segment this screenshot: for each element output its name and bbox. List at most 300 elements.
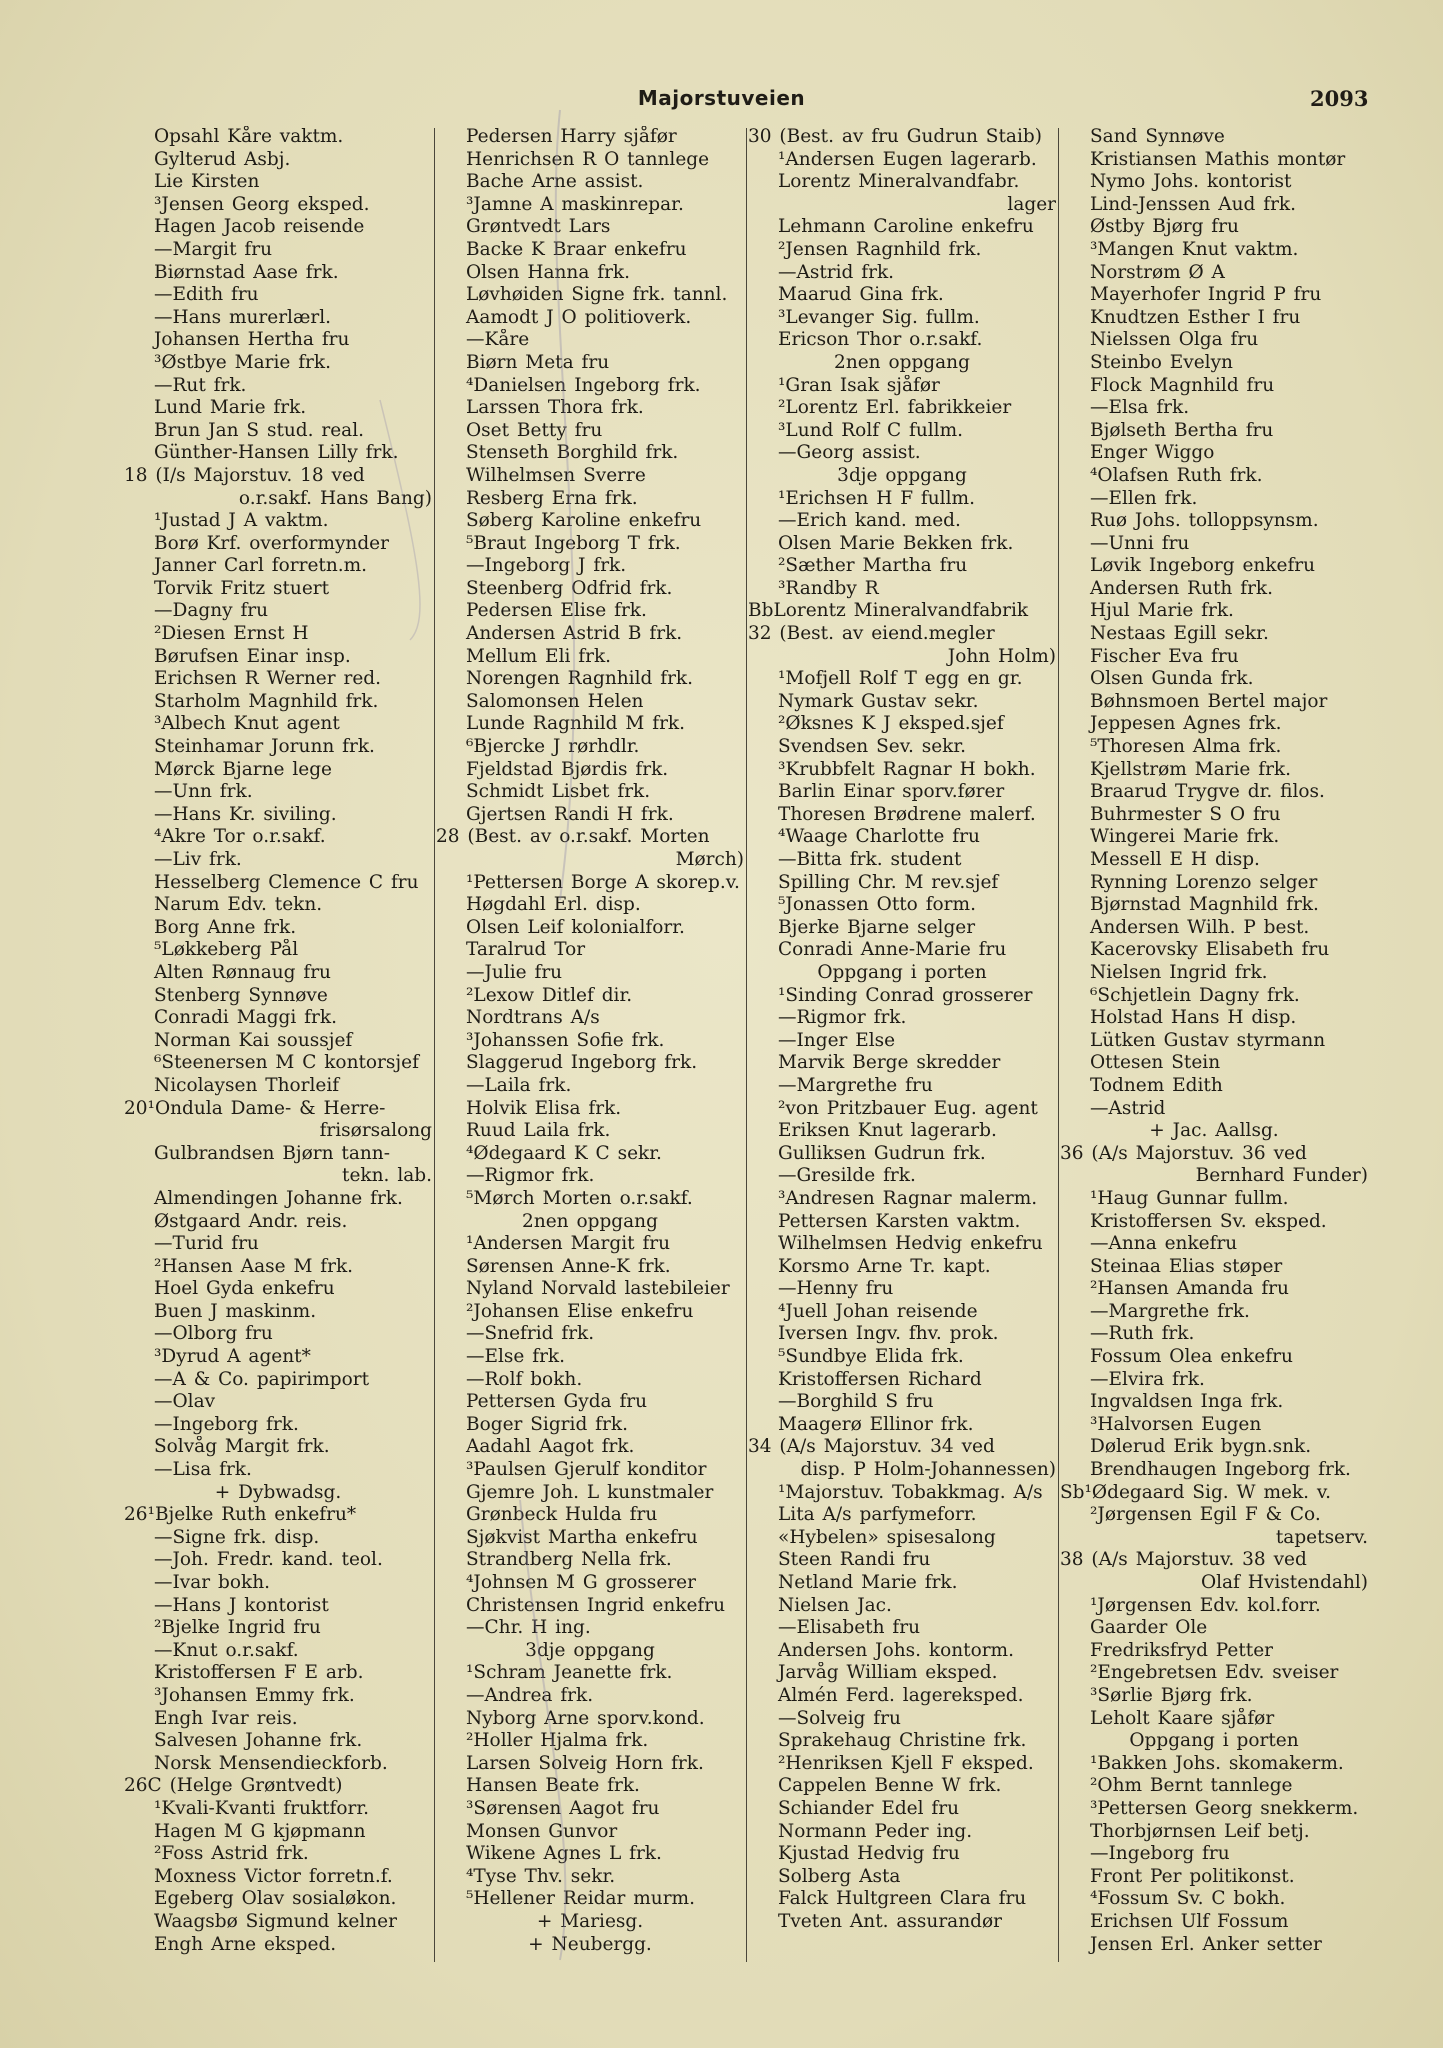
resident-entry: —Liv frk. [154, 849, 242, 870]
resident-entry: ⁵Sundbye Elida frk. [778, 1346, 964, 1368]
resident-entry: Wilhelmsen Sverre [466, 464, 646, 486]
resident-entry: Bjerke Bjarne selger [778, 916, 976, 938]
resident-entry: —Hans Kr. siviling. [154, 803, 337, 825]
resident-entry: Nielsen Jac. [778, 1594, 892, 1616]
resident-entry: Nielssen Olga fru [1090, 329, 1259, 351]
resident-entry: Biørnstad Aase frk. [154, 261, 339, 283]
cross-street: + Dybwadsg. [214, 1481, 342, 1503]
resident-entry: ⁵Jonassen Otto form. [778, 894, 976, 916]
resident-entry: Ottesen Stein [1090, 1052, 1221, 1074]
resident-entry: Bøhnsmoen Bertel major [1090, 690, 1328, 712]
resident-entry: Backe K Braar enkefru [466, 238, 687, 260]
resident-entry: Steenberg Odfrid frk. [466, 577, 673, 599]
resident-entry: ⁴Akre Tor o.r.sakf. [154, 826, 326, 848]
resident-entry: Wikene Agnes L frk. [466, 1843, 662, 1865]
resident-entry: Nordtrans A/s [466, 1007, 600, 1029]
resident-entry: —Dagny fru [154, 600, 269, 622]
cross-street: + Mariesg. [536, 1910, 644, 1932]
resident-entry: Engh Ivar reis. [154, 1707, 298, 1729]
resident-entry: Almén Ferd. lagereksped. [778, 1684, 1024, 1706]
resident-entry: ³Mangen Knut vaktm. [1090, 238, 1299, 260]
resident-entry: ²Engebretsen Edv. sveiser [1090, 1662, 1339, 1684]
resident-entry: ³Lund Rolf C fullm. [778, 419, 964, 441]
resident-entry: Alten Rønnaug fru [154, 961, 331, 983]
resident-entry: ²Hansen Aase M frk. [154, 1255, 354, 1277]
resident-entry: —Ingeborg fru [1090, 1843, 1230, 1865]
resident-entry: ²Henriksen Kjell F eksped. [778, 1752, 1034, 1774]
resident-entry: Ruø Johs. tolloppsynsm. [1090, 510, 1319, 532]
stairway-heading: 3dje oppgang [837, 464, 967, 486]
resident-entry: —Unni fru [1090, 532, 1190, 554]
resident-entry: Waagsbø Sigmund kelner [154, 1910, 397, 1932]
resident-entry: ³Sørlie Bjørg frk. [1090, 1684, 1253, 1706]
resident-entry: ⁴Olafsen Ruth frk. [1090, 464, 1263, 486]
resident-entry: Sand Synnøve [1090, 126, 1225, 147]
resident-entry: Lind-Jenssen Aud frk. [1090, 193, 1297, 215]
column-1 [124, 126, 432, 1966]
resident-entry: Enger Wiggo [1090, 442, 1215, 464]
resident-entry: ²von Pritzbauer Eug. agent [778, 1097, 1038, 1119]
resident-entry: Stenseth Borghild frk. [466, 442, 679, 464]
resident-entry: Kristoffersen F E arb. [154, 1662, 364, 1684]
resident-entry: —Ruth frk. [1090, 1323, 1195, 1345]
resident-entry: Lie Kirsten [154, 171, 260, 193]
house-number-entry: 26¹Bjelke Ruth enkefru* [124, 1504, 357, 1526]
resident-entry: —Ingeborg frk. [154, 1413, 299, 1435]
resident-entry: Løvik Ingeborg enkefru [1090, 555, 1316, 577]
house-number-entry: 36 (A/s Majorstuv. 36 ved [1060, 1142, 1307, 1164]
resident-entry: Braarud Trygve dr. filos. [1090, 781, 1325, 803]
stairway-heading: Oppgang i porten [817, 961, 987, 983]
resident-entry: ²Øksnes K J eksped.sjef [778, 713, 1004, 735]
resident-entry: Lunde Ragnhild M frk. [466, 713, 686, 735]
resident-entry: Andersen Astrid B frk. [466, 623, 683, 645]
resident-entry: Gjertsen Randi H frk. [466, 803, 674, 825]
resident-entry: ²Jensen Ragnhild frk. [778, 238, 982, 260]
resident-entry: Larsen Solveig Horn frk. [466, 1752, 704, 1774]
resident-entry: «Hybelen» spisesalong [778, 1526, 996, 1548]
resident-entry: ²Lexow Ditlef dir. [466, 984, 633, 1006]
resident-entry: Christensen Ingrid enkefru [466, 1594, 726, 1616]
resident-entry: Aadahl Aagot frk. [466, 1436, 635, 1458]
resident-entry: ³Jamne A maskinrepar. [466, 193, 684, 215]
house-number-entry: BbLorentz Mineralvandfabrik [748, 600, 1029, 622]
resident-entry: Conradi Anne-Marie fru [778, 939, 1007, 961]
resident-entry: —Elsa frk. [1090, 397, 1190, 419]
resident-entry: Maarud Gina frk. [778, 284, 944, 306]
resident-entry: —Ingeborg J frk. [466, 555, 627, 577]
entry-continuation: lager [1007, 193, 1056, 215]
resident-entry: Janner Carl forretn.m. [154, 555, 368, 577]
resident-entry: ¹Haug Gunnar fullm. [1090, 1187, 1289, 1209]
resident-entry: —Bitta frk. student [778, 849, 962, 870]
house-number-entry: 28 (Best. av o.r.sakf. Morten [436, 826, 710, 848]
resident-entry: —Elvira frk. [1090, 1368, 1205, 1390]
resident-entry: ²Hansen Amanda fru [1090, 1278, 1289, 1300]
entry-continuation: frisørsalong [319, 1120, 432, 1142]
resident-entry: Andersen Ruth frk. [1090, 577, 1274, 599]
resident-entry: Sjøkvist Martha enkefru [466, 1526, 698, 1548]
resident-entry: Bache Arne assist. [466, 171, 644, 193]
resident-entry: ³Sørensen Aagot fru [466, 1797, 660, 1819]
resident-entry: Solvåg Margit frk. [154, 1436, 330, 1458]
resident-entry: —A & Co. papirimport [154, 1368, 370, 1390]
resident-entry: ³Pettersen Georg snekkerm. [1090, 1797, 1359, 1819]
resident-entry: Fredriksfryd Petter [1090, 1639, 1274, 1661]
resident-entry: —Margit fru [154, 238, 272, 260]
resident-entry: Kacerovsky Elisabeth fru [1090, 939, 1330, 961]
resident-entry: Johansen Hertha fru [154, 329, 350, 351]
resident-entry: Tveten Ant. assurandør [778, 1910, 1002, 1932]
resident-entry: Conradi Maggi frk. [154, 1007, 337, 1029]
resident-entry: Nicolaysen Thorleif [154, 1074, 340, 1096]
resident-entry: Lütken Gustav styrmann [1090, 1029, 1326, 1051]
resident-entry: Todnem Edith [1090, 1074, 1223, 1096]
house-number-entry: 32 (Best. av eiend.megler [748, 623, 995, 645]
resident-entry: Stenberg Synnøve [154, 984, 328, 1006]
resident-entry: Egeberg Olav sosialøkon. [154, 1888, 397, 1910]
resident-entry: Lehmann Caroline enkefru [778, 216, 1034, 238]
resident-entry: Opsahl Kåre vaktm. [154, 126, 344, 147]
resident-entry: Brun Jan S stud. real. [154, 419, 365, 441]
resident-entry: —Snefrid frk. [466, 1323, 595, 1345]
resident-entry: ³Dyrud A agent* [154, 1346, 311, 1368]
resident-entry: Moxness Victor forretn.f. [154, 1865, 393, 1887]
resident-entry: Barlin Einar sporv.fører [778, 781, 1005, 803]
resident-entry: —Astrid frk. [778, 261, 895, 283]
resident-entry: Iversen Ingv. fhv. prok. [778, 1323, 999, 1345]
resident-entry: ⁴Fossum Sv. C bokh. [1090, 1888, 1286, 1910]
resident-entry: Cappelen Benne W frk. [778, 1775, 1002, 1797]
resident-entry: —Laila frk. [466, 1074, 572, 1096]
resident-entry: Messell E H disp. [1090, 849, 1260, 870]
resident-entry: ⁵Hellener Reidar murm. [466, 1888, 695, 1910]
resident-entry: —Olav [154, 1391, 216, 1413]
resident-entry: —Olborg fru [154, 1323, 273, 1345]
resident-entry: ⁶Steenersen M C kontorsjef [154, 1052, 419, 1074]
resident-entry: —Gresilde frk. [778, 1165, 916, 1187]
resident-entry: ³Halvorsen Eugen [1090, 1413, 1262, 1435]
resident-entry: Norman Kai soussjef [154, 1029, 353, 1051]
resident-entry: Starholm Magnhild frk. [154, 690, 379, 712]
resident-entry: ³Krubbfelt Ragnar H bokh. [778, 758, 1036, 780]
resident-entry: Olsen Gunda frk. [1090, 668, 1254, 690]
resident-entry: ¹Justad J A vaktm. [154, 510, 329, 532]
resident-entry: Ericson Thor o.r.sakf. [778, 329, 983, 351]
resident-entry: Bjørnstad Magnhild frk. [1090, 894, 1319, 916]
resident-entry: Norstrøm Ø A [1090, 261, 1225, 283]
resident-entry: —Joh. Fredr. kand. teol. [154, 1549, 383, 1571]
resident-entry: —Ellen frk. [1090, 487, 1198, 509]
resident-entry: Hoel Gyda enkefru [154, 1278, 335, 1300]
resident-entry: Steinbo Evelyn [1090, 351, 1233, 373]
resident-entry: ²Holler Hjalma frk. [466, 1730, 649, 1752]
resident-entry: —Margrethe fru [778, 1074, 933, 1096]
resident-entry: ¹Sinding Conrad grosserer [778, 984, 1033, 1006]
cross-street: + Jac. Aallsg. [1149, 1120, 1279, 1142]
resident-entry: Holvik Elisa frk. [466, 1097, 622, 1119]
resident-entry: Nielsen Ingrid frk. [1090, 961, 1268, 983]
resident-entry: Mellum Eli frk. [466, 645, 612, 667]
resident-entry: Erichsen Ulf Fossum [1090, 1910, 1289, 1932]
resident-entry: ³Paulsen Gjerulf konditor [466, 1459, 707, 1481]
resident-entry: ⁴Danielsen Ingeborg frk. [466, 374, 701, 396]
resident-entry: ²Johansen Elise enkefru [466, 1300, 694, 1322]
resident-entry: —Ivar bokh. [154, 1572, 270, 1593]
resident-entry: ³Johansen Emmy frk. [154, 1684, 355, 1706]
resident-entry: Sørensen Anne-K frk. [466, 1255, 671, 1277]
column-4 [1060, 126, 1368, 1966]
resident-entry: ⁴Tyse Thv. sekr. [466, 1865, 616, 1887]
resident-entry: —Else frk. [466, 1346, 566, 1368]
resident-entry: Grøntvedt Lars [466, 216, 611, 238]
resident-entry: Pettersen Gyda fru [466, 1391, 648, 1413]
resident-entry: Gjemre Joh. L kunstmaler [466, 1481, 714, 1503]
resident-entry: ²Ohm Bernt tannlege [1090, 1775, 1293, 1797]
resident-entry: Salvesen Johanne frk. [154, 1730, 363, 1752]
resident-entry: Mayerhofer Ingrid P fru [1090, 284, 1322, 306]
house-number-entry: 30 (Best. av fru Gudrun Staib) [748, 126, 1042, 147]
resident-entry: ¹Bakken Johs. skomakerm. [1090, 1752, 1344, 1774]
resident-entry: Bjølseth Bertha fru [1090, 419, 1274, 441]
house-number-entry: 18 (I/s Majorstuv. 18 ved [124, 464, 365, 486]
resident-entry: Taralrud Tor [466, 939, 586, 961]
resident-entry: Nyland Norvald lastebileier [466, 1278, 730, 1300]
resident-entry: Günther-Hansen Lilly frk. [154, 442, 399, 464]
resident-entry: Hansen Beate frk. [466, 1775, 640, 1797]
resident-entry: Fischer Eva fru [1090, 645, 1239, 667]
resident-entry: —Anna enkefru [1090, 1233, 1238, 1255]
resident-entry: Pedersen Harry sjåfør [466, 126, 677, 147]
resident-entry: Buhrmester S O fru [1090, 803, 1281, 825]
resident-entry: Eriksen Knut lagerarb. [778, 1120, 997, 1142]
resident-entry: ⁴Juell Johan reisende [778, 1300, 978, 1322]
resident-entry: ¹Schram Jeanette frk. [466, 1662, 673, 1684]
resident-entry: ²Foss Astrid frk. [154, 1843, 309, 1865]
resident-entry: Front Per politikonst. [1090, 1865, 1295, 1887]
resident-entry: Solberg Asta [778, 1865, 901, 1887]
resident-entry: —Chr. H ing. [466, 1617, 591, 1639]
resident-entry: Engh Arne eksped. [154, 1933, 337, 1955]
entry-continuation: Mørch) [675, 849, 744, 870]
resident-entry: Flock Magnhild fru [1090, 374, 1275, 396]
resident-entry: ⁶Bjercke J rørhdlr. [466, 736, 640, 758]
resident-entry: ¹Kvali-Kvanti fruktforr. [154, 1797, 370, 1819]
resident-entry: Steen Randi fru [778, 1549, 931, 1571]
resident-entry: Boger Sigrid frk. [466, 1413, 628, 1435]
resident-entry: Gulbrandsen Bjørn tann- [154, 1142, 390, 1164]
resident-entry: Norsk Mensendieckforb. [154, 1752, 388, 1774]
resident-entry: —Inger Else [778, 1029, 896, 1051]
resident-entry: —Rigmor frk. [466, 1165, 595, 1187]
resident-entry: Lund Marie frk. [154, 397, 307, 419]
cross-street: + Neubergg. [528, 1933, 652, 1955]
resident-entry: Wingerei Marie frk. [1090, 826, 1280, 848]
resident-entry: Jeppesen Agnes frk. [1090, 713, 1282, 735]
resident-entry: Slaggerud Ingeborg frk. [466, 1052, 698, 1074]
resident-entry: Falck Hultgreen Clara fru [778, 1888, 1027, 1910]
resident-entry: Thoresen Brødrene malerf. [778, 803, 1036, 825]
resident-entry: Leholt Kaare sjåfør [1090, 1707, 1275, 1729]
resident-entry: —Knut o.r.sakf. [154, 1639, 299, 1661]
resident-entry: —Elisabeth fru [778, 1617, 920, 1639]
resident-entry: Oset Betty fru [466, 419, 603, 441]
resident-entry: —Julie fru [466, 961, 563, 983]
resident-entry: ¹Pettersen Borge A skorep.v. [466, 871, 740, 893]
resident-entry: Hjul Marie frk. [1090, 600, 1234, 622]
resident-entry: ³Østbye Marie frk. [154, 351, 331, 373]
resident-entry: Spilling Chr. M rev.sjef [778, 871, 999, 893]
resident-entry: Ingvaldsen Inga frk. [1090, 1391, 1284, 1413]
resident-entry: Ruud Laila frk. [466, 1120, 611, 1142]
resident-entry: Mørck Bjarne lege [154, 758, 332, 780]
resident-entry: Løvhøiden Signe frk. tannl. [466, 284, 728, 306]
resident-entry: Torvik Fritz stuert [154, 577, 330, 599]
resident-entry: —Andrea frk. [466, 1684, 594, 1706]
column-3 [748, 126, 1056, 1966]
resident-entry: ⁴Johnsen M G grosserer [466, 1572, 696, 1593]
resident-entry: —Kåre [466, 329, 530, 351]
resident-entry: ²Sæther Martha fru [778, 555, 968, 577]
resident-entry: Olsen Leif kolonialforr. [466, 916, 685, 938]
directory-columns [124, 126, 1374, 1966]
house-number-entry: 34 (A/s Majorstuv. 34 ved [748, 1436, 995, 1458]
resident-entry: Hagen M G kjøpmann [154, 1820, 366, 1842]
resident-entry: ²Lorentz Erl. fabrikkeier [778, 397, 1012, 419]
resident-entry: —Edith fru [154, 284, 259, 306]
stairway-heading: 2nen oppgang [834, 351, 970, 373]
resident-entry: Biørn Meta fru [466, 351, 610, 373]
resident-entry: Gulliksen Gudrun frk. [778, 1142, 986, 1164]
resident-entry: ¹Andersen Margit fru [466, 1233, 671, 1255]
resident-entry: Resberg Erna frk. [466, 487, 638, 509]
stairway-heading: 3dje oppgang [525, 1639, 655, 1661]
resident-entry: Korsmo Arne Tr. kapt. [778, 1255, 991, 1277]
resident-entry: ⁶Schjetlein Dagny frk. [1090, 984, 1300, 1006]
house-number-entry: 20¹Ondula Dame- & Herre- [124, 1097, 386, 1119]
resident-entry: —Solveig fru [778, 1707, 901, 1729]
resident-entry: Nestaas Egill sekr. [1090, 623, 1269, 645]
resident-entry: Pedersen Elise frk. [466, 600, 647, 622]
house-number-entry: 38 (A/s Majorstuv. 38 ved [1060, 1549, 1307, 1571]
resident-entry: Larssen Thora frk. [466, 397, 644, 419]
resident-entry: —Georg assist. [778, 442, 921, 464]
resident-entry: Gaarder Ole [1090, 1617, 1208, 1639]
resident-entry: Schiander Edel fru [778, 1797, 960, 1819]
resident-entry: —Unn frk. [154, 781, 253, 803]
resident-entry: Netland Marie frk. [778, 1572, 958, 1593]
column-2 [436, 126, 744, 1966]
resident-entry: Hagen Jacob reisende [154, 216, 365, 238]
resident-entry: Normann Peder ing. [778, 1820, 973, 1842]
resident-entry: Andersen Wilh. P best. [1090, 916, 1310, 938]
resident-entry: ⁵Løkkeberg Pål [154, 939, 299, 961]
resident-entry: Schmidt Lisbet frk. [466, 781, 651, 803]
resident-entry: ¹Erichsen H F fullm. [778, 487, 975, 509]
resident-entry: ¹Gran Isak sjåfør [778, 374, 940, 396]
resident-entry: Salomonsen Helen [466, 690, 644, 712]
resident-entry: Lita A/s parfymeforr. [778, 1504, 977, 1526]
resident-entry: ²Jørgensen Egil F & Co. [1090, 1504, 1321, 1526]
resident-entry: Andersen Johs. kontorm. [778, 1639, 1014, 1661]
resident-entry: —Rigmor frk. [778, 1007, 907, 1029]
resident-entry: Kristiansen Mathis montør [1090, 148, 1346, 170]
resident-entry: Nymark Gustav sekr. [778, 690, 979, 712]
resident-entry: Maagerø Ellinor frk. [778, 1413, 974, 1435]
resident-entry: Østgaard Andr. reis. [154, 1210, 348, 1232]
resident-entry: Borø Krf. overformynder [154, 532, 389, 554]
resident-entry: Fjeldstad Bjørdis frk. [466, 758, 669, 780]
resident-entry: Hesselberg Clemence C fru [154, 871, 419, 893]
resident-entry: Steinaa Elias støper [1090, 1255, 1283, 1277]
resident-entry: —Signe frk. disp. [154, 1526, 320, 1548]
street-heading: Majorstuveien [637, 86, 806, 110]
resident-entry: ²Bjelke Ingrid fru [154, 1617, 321, 1639]
resident-entry: —Hans murerlærl. [154, 306, 331, 328]
resident-entry: —Hans J kontorist [154, 1594, 329, 1616]
resident-entry: ⁵Thoresen Alma frk. [1090, 736, 1282, 758]
resident-entry: Olsen Hanna frk. [466, 261, 631, 283]
resident-entry: ³Jensen Georg eksped. [154, 193, 370, 215]
resident-entry: Børufsen Einar insp. [154, 645, 351, 667]
resident-entry: Kjellstrøm Marie frk. [1090, 758, 1292, 780]
resident-entry: Narum Edv. tekn. [154, 894, 323, 916]
resident-entry: Kristoffersen Richard [778, 1368, 982, 1390]
resident-entry: Henrichsen R O tannlege [466, 148, 710, 170]
resident-entry: Strandberg Nella frk. [466, 1549, 672, 1571]
resident-entry: ¹Mofjell Rolf T egg en gr. [778, 668, 1023, 690]
resident-entry: Wilhelmsen Hedvig enkefru [778, 1233, 1043, 1255]
resident-entry: ³Levanger Sig. fullm. [778, 306, 980, 328]
resident-entry: Buen J maskinm. [154, 1300, 317, 1322]
entry-continuation: Bernhard Funder) [1195, 1165, 1368, 1187]
resident-entry: Svendsen Sev. sekr. [778, 736, 967, 758]
resident-entry: Olsen Marie Bekken frk. [778, 532, 1014, 554]
resident-entry: —Turid fru [154, 1233, 259, 1255]
resident-entry: ³Johanssen Sofie frk. [466, 1029, 665, 1051]
resident-entry: Østby Bjørg fru [1090, 216, 1239, 238]
entry-continuation: o.r.sakf. Hans Bang) [238, 487, 432, 509]
resident-entry: —Margrethe frk. [1090, 1300, 1250, 1322]
resident-entry: Lorentz Mineralvandfabr. [778, 171, 1020, 193]
resident-entry: —Astrid [1090, 1097, 1166, 1119]
resident-entry: Erichsen R Werner red. [154, 668, 381, 690]
resident-entry: ¹Majorstuv. Tobakkmag. A/s [778, 1481, 1043, 1503]
entry-continuation: John Holm) [947, 645, 1056, 667]
resident-entry: Gylterud Asbj. [154, 148, 291, 170]
resident-entry: Søberg Karoline enkefru [466, 510, 702, 532]
entry-continuation: tekn. lab. [342, 1165, 432, 1187]
resident-entry: —Erich kand. med. [778, 510, 961, 532]
house-number-entry: Sb¹Ødegaard Sig. W mek. v. [1060, 1481, 1332, 1503]
resident-entry: —Lisa frk. [154, 1459, 252, 1481]
resident-entry: Pettersen Karsten vaktm. [778, 1210, 1021, 1232]
resident-entry: Kjustad Hedvig fru [778, 1843, 960, 1865]
resident-entry: Grønbeck Hulda fru [466, 1504, 658, 1526]
resident-entry: Fossum Olea enkefru [1090, 1346, 1293, 1368]
resident-entry: Sprakehaug Christine frk. [778, 1730, 1027, 1752]
resident-entry: —Rolf bokh. [466, 1368, 583, 1390]
resident-entry: ³Albech Knut agent [154, 713, 340, 735]
resident-entry: Holstad Hans H disp. [1090, 1007, 1297, 1029]
resident-entry: Kristoffersen Sv. eksped. [1090, 1210, 1327, 1232]
stairway-heading: 2nen oppgang [522, 1210, 658, 1232]
resident-entry: Monsen Gunvor [466, 1820, 618, 1842]
resident-entry: ⁵Braut Ingeborg T frk. [466, 532, 681, 554]
resident-entry: ²Diesen Ernst H [154, 623, 309, 645]
resident-entry: Høgdahl Erl. disp. [466, 894, 641, 916]
resident-entry: Thorbjørnsen Leif betj. [1090, 1820, 1310, 1842]
